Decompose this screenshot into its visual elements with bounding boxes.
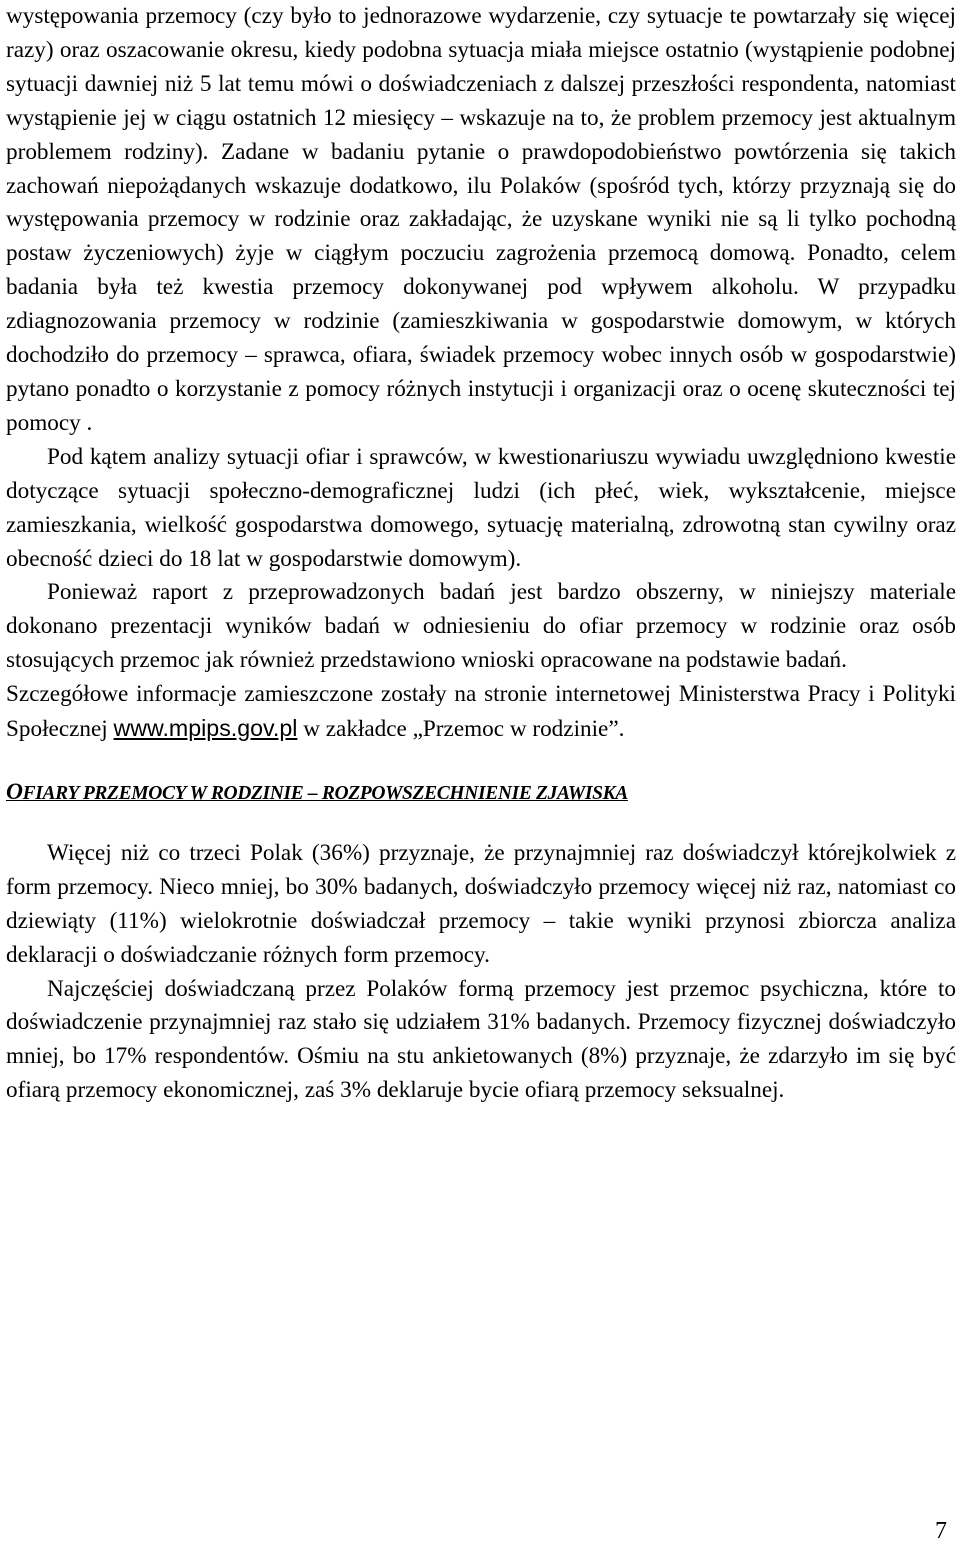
paragraph-intro-continuation: występowania przemocy (czy było to jednorazowe wydarzenie, czy sytuacje te powtarzały się więcej razy) oraz oszacowanie okresu, kiedy podobna sytuacja miała miejsce ostatnio (wystąpienie podobnej sytuacji dawniej niż 5 lat temu mówi o doświadczeniach z dalszej przeszłości respondenta, natomiast wystąpienie jej w ciągu ostatnich 12 miesięcy – wskazuje na to, że problem przemocy jest aktualnym problemem rodziny). Zadane w badaniu pytanie o prawdopodobieństwo powtórzenia się takich zachowań niepożądanych wskazuje dodatkowo, ilu Polaków (spośród tych, którzy przyznają się do występowania przemocy w rodzinie oraz zakładając, że uzyskane wyniki nie są li tylko pochodną postaw życzeniowych) żyje w ciągłym poczuciu zagrożenia przemocą domową. Ponadto, celem badania była też kwestia przemocy dokonywanej pod wpływem alkoholu. W przypadku zdiagnozowania przemocy w rodzinie (zamieszkiwania w gospodarstwie domowym, w których dochodziło do przemocy – sprawca, ofiara, świadek przemocy wobec innych osób w gospodarstwie) pytano ponadto o korzystanie z pomocy różnych instytucji i organizacji oraz o ocenę skuteczności tej pomocy . — [6, 3, 956, 436]
more-info-text: Szczegółowe informacje zamieszczone zostały na stronie internetowej Ministerstwa Pracy i Polityki Społecznej — [6, 681, 956, 743]
section-heading-rest: FIARY PRZEMOCY W RODZINIE – ROZPOWSZECHNIENIE ZJAWISKA — [22, 782, 628, 804]
section-heading — [6, 779, 956, 807]
paragraph-forms-of-violence: Najczęściej doświadczaną przez Polaków formą przemocy jest przemoc psychiczna, które to doświadczenie przynajmniej raz stało się udziałem 31% badanych. Przemocy fizycznej doświadczyło mniej, bo 17% respondentów. Ośmiu na stu ankietowanych (8%) przyznaje, że zdarzyło im się być ofiarą przemocy ekonomicznej, zaś 3% deklaruje bycie ofiarą przemocy seksualnej. — [6, 975, 956, 1104]
page-number: 7 — [935, 1518, 947, 1544]
paragraph-report-scope: Ponieważ raport z przeprowadzonych badań jest bardzo obszerny, w niniejszy materiale dokonano prezentacji wyników badań w odniesieniu do ofiar przemocy w rodzinie oraz osób stosujących przemoc jak również przedstawiono wnioski opracowane na podstawie badań. — [6, 579, 956, 674]
document-page — [6, 0, 956, 1108]
paragraph-more-info — [6, 678, 956, 747]
section-heading-initial: O — [6, 778, 23, 805]
paragraph-prevalence: Więcej niż co trzeci Polak (36%) przyznaje, że przynajmniej raz doświadczył którejkolwiek z form przemocy. Nieco mniej, bo 30% badanych, doświadczyło przemocy więcej niż raz, natomiast co dziewiąty (11%) wielokrotnie doświadczał przemocy – takie wyniki przynosi zbiorcza analiza deklaracji o doświadczanie różnych form przemocy. — [6, 839, 956, 968]
ministry-website-link[interactable]: www.mpips.gov.pl — [113, 715, 298, 742]
paragraph-demographics: Pod kątem analizy sytuacji ofiar i sprawców, w kwestionariuszu wywiadu uwzględniono kwestie dotyczące sytuacji społeczno-demograficznej ludzi (ich płeć, wiek, wykształcenie, miejsce zamieszkania, wielkość gospodarstwa domowego, sytuację materialną, zdrowotną stan cywilny oraz obecność dzieci do 18 lat w gospodarstwie domowym). — [6, 443, 956, 572]
more-info-tab-text: w zakładce „Przemoc w rodzinie”. — [297, 716, 625, 743]
